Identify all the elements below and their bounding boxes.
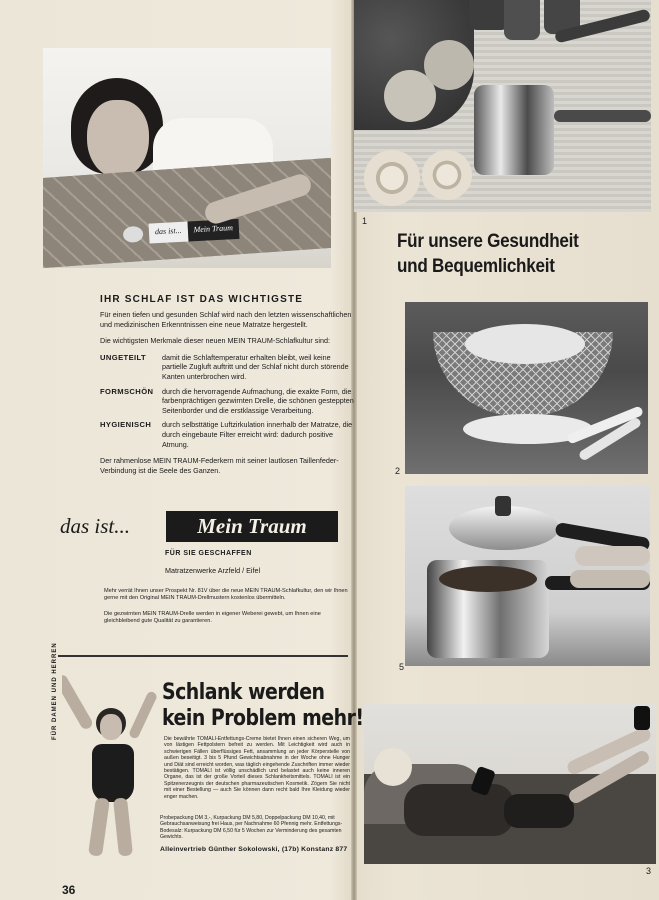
feature-text: damit die Schlaftemperatur erhalten bleibt, weil keine partielle Zugluft auftritt und der Schlaf nicht durch störende Kanten unterbrochen wird. [162, 352, 349, 381]
company-name: Matratzenwerke Arzfeld / Eifel [165, 566, 261, 575]
right-headline-1: Für unsere Gesundheit [397, 231, 579, 252]
page-number-left: 36 [62, 883, 76, 897]
fine-print-2: Die gezwirnten MEIN TRAUM-Drelle werden in eigener Weberei gewebt, um Ihnen eine gleichbleibend gute Qualität zu garantieren. [104, 611, 321, 625]
feature-hygienisch [100, 420, 356, 449]
feature-text: durch selbsttätige Luftzirkulation innerhalb der Matratze, die durch eingebaute Filter erreicht wird: dadurch positive Atmung. [162, 420, 353, 449]
feature-term: FORMSCHÖN [100, 386, 154, 396]
logo-tagline: FÜR SIE GESCHAFFEN [165, 550, 252, 557]
mattress-photo [43, 48, 331, 268]
photo-number-1: 1 [362, 216, 368, 226]
slim-headline-2: kein Problem mehr! [162, 706, 364, 731]
mattress-intro: Für einen tiefen und gesunden Schlaf wird nach den letzten wissenschaftlichen und medizinischen Erkenntnissen eine neue Matratze hergestellt. [100, 310, 352, 329]
photo-cooking-pot [405, 486, 650, 666]
mattress-heading: IHR SCHLAF IST DAS WICHTIGSTE [100, 294, 304, 305]
feature-formschoen [100, 387, 356, 416]
photo-number-2: 2 [395, 466, 401, 476]
slim-distributor: Alleinvertrieb Günther Sokolowski, (17b) Konstanz 877 [160, 846, 348, 853]
photo-colander [405, 302, 648, 474]
mattress-label-small: das ist... [149, 222, 189, 244]
right-headline-2: und Bequemlichkeit [397, 256, 555, 277]
slim-headline-1: Schlank werden [162, 680, 325, 705]
mein-traum-logo [60, 508, 338, 544]
feature-ungeteilt [100, 353, 356, 382]
mattress-label-brand: Mein Traum [187, 219, 239, 242]
mattress-closing: Der rahmenlose MEIN TRAUM-Federkern mit seiner lautlosen Taillenfeder-Verbindung ist die Seele des Ganzen. [100, 456, 339, 475]
logo-prefix: das ist... [60, 513, 131, 538]
photo-fruit-kitchenware [354, 0, 651, 212]
logo-brand: Mein Traum [166, 511, 338, 542]
woman-face [87, 100, 149, 178]
slim-body: Die bewährte TOMALI-Entfettungs-Creme bietet Ihnen einen sicheren Weg, um von lästigen Fettpolstern befreit zu werden. Mit Leichtigkeit wird auch in schwierigen Fällen überflüssiges Fett, ansammlung an jeder Körperstelle von außen beseitigt. 3 bis 5 Pfund Gewichtsabnahme in der Woche ohne Hunger und Diät sind erreicht worden, was täglich eingehende Zuschriften immer wieder bestätigen. TOMALI ist völlig unschädlich und belastet auch keine inneren Organe, das ist der große Vorteil dieses Schlankheitsmittels. TOMALI ist ein Spitzenerzeugnis der deutschen pharmazeutischen Kosmetik. Zögern Sie nicht mit einer Bestellung — auch Sie können dann recht bald Ihre Kleidung wieder enger machen. [164, 736, 350, 800]
mattress-body [100, 310, 356, 475]
photo-reclining-woman [364, 704, 656, 864]
slim-woman-figure [62, 668, 158, 858]
slim-ad-side-text: FÜR DAMEN UND HERREN [52, 642, 58, 740]
feature-term: HYGIENISCH [100, 420, 152, 430]
feature-term: UNGETEILT [100, 352, 147, 362]
feature-text: durch die hervorragende Aufmachung, die exakte Form, die farbenprächtigen gezwirnten Drelle, die schönen gesteppten Seitenborder und die erstklassige Verarbeitung. [162, 386, 354, 415]
photo-number-3: 3 [646, 866, 652, 876]
photo-number-5: 5 [399, 662, 405, 672]
mattress [43, 158, 331, 268]
ad-divider [58, 655, 348, 657]
mattress-features-intro: Die wichtigsten Merkmale dieser neuen MEIN TRAUM-Schlafkultur sind: [100, 336, 330, 346]
fine-print-1: Mehr verrät Ihnen unser Prospekt Nr. 81V über die neue MEIN TRAUM-Schlafkultur, den wir Ihnen gerne mit den Original MEIN TRAUM-Drellmustern kostenlos übermitteln. [104, 588, 348, 602]
slim-prices: Probepackung DM 3,-, Kurpackung DM 5,80, Doppelpackung DM 10,40, mit Gebrauchsanweisung frei Haus, per Nachnahme 60 Pfennig mehr. Entfettungs-Bodesalz: Kurpackung DM 6,50 für 5 Wochen zur Verminderung des gesamten Gewichts. [160, 815, 343, 841]
